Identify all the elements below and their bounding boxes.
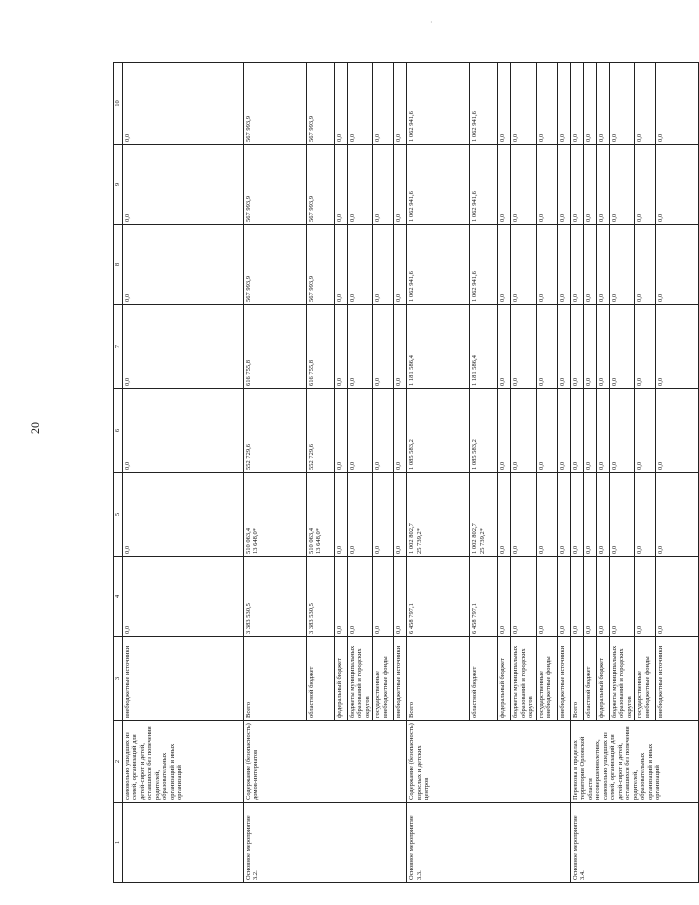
amount-cell: 0,0 [557, 389, 570, 473]
amount-cell: 567 993,9 [244, 63, 307, 145]
amount-cell: 0,0 [635, 225, 656, 305]
amount-cell: 0,0 [557, 305, 570, 389]
amount-cell: 0,0 [373, 63, 394, 145]
amount-cell: 0,0 [335, 63, 348, 145]
amount-cell: 0,0 [511, 305, 536, 389]
amount-cell: 510 063,4 13 648,0* [244, 473, 307, 557]
amount-cell: 0,0 [536, 389, 557, 473]
amount-cell: 0,0 [583, 225, 596, 305]
column-number-7: 7 [114, 305, 123, 389]
amount-cell: 0,0 [596, 63, 609, 145]
amount-cell: 0,0 [394, 145, 407, 225]
amount-cell: 0,0 [583, 473, 596, 557]
amount-cell: 0,0 [609, 389, 634, 473]
amount-cell: 0,0 [635, 305, 656, 389]
measure-name: Содержание (безопасность) взрослых и детских центров [407, 721, 570, 803]
table-row [244, 63, 307, 883]
amount-cell: 0,0 [570, 145, 583, 225]
amount-cell: 0,0 [557, 225, 570, 305]
amount-cell: 0,0 [583, 389, 596, 473]
amount-cell: 0,0 [570, 225, 583, 305]
amount-cell: 0,0 [498, 557, 511, 637]
amount-cell: 0,0 [373, 557, 394, 637]
funding-source: государственные внебюджетные фонды [536, 637, 557, 721]
scan-mark: · [430, 18, 433, 27]
column-number-1: 1 [114, 803, 123, 883]
column-number-9: 9 [114, 145, 123, 225]
amount-cell: 0,0 [373, 225, 394, 305]
amount-cell: 0,0 [583, 63, 596, 145]
continuation-name: самовольно ушедших из семей, организаций для детей-сирот и детей, оставшихся без попечения родителей, образовательных организаций и иных организаций [123, 721, 244, 803]
amount-cell: 0,0 [635, 145, 656, 225]
amount-cell: 510 063,4 13 648,0* [307, 473, 335, 557]
amount-cell: 1 002 802,7 25 739,2* [470, 473, 498, 557]
amount-cell: 0,0 [123, 557, 244, 637]
amount-cell: 1 062 941,6 [407, 63, 470, 145]
amount-cell: 0,0 [635, 557, 656, 637]
amount-cell: 0,0 [570, 557, 583, 637]
amount-cell: 567 993,9 [307, 225, 335, 305]
amount-cell: 0,0 [511, 145, 536, 225]
amount-cell: 0,0 [635, 473, 656, 557]
amount-cell: 0,0 [335, 225, 348, 305]
amount-cell: 0,0 [123, 225, 244, 305]
funding-source: федеральный бюджет [498, 637, 511, 721]
amount-cell: 0,0 [348, 557, 373, 637]
amount-cell: 552 729,6 [307, 389, 335, 473]
amount-cell: 0,0 [498, 305, 511, 389]
amount-cell: 0,0 [373, 305, 394, 389]
amount-cell: 0,0 [536, 473, 557, 557]
amount-cell: 0,0 [123, 145, 244, 225]
amount-cell: 0,0 [609, 473, 634, 557]
amount-cell: 1 085 583,2 [407, 389, 470, 473]
column-number-5: 5 [114, 473, 123, 557]
amount-cell: 552 729,6 [244, 389, 307, 473]
amount-cell: 0,0 [348, 473, 373, 557]
amount-cell: 0,0 [596, 473, 609, 557]
amount-cell: 0,0 [536, 145, 557, 225]
amount-cell: 0,0 [656, 557, 699, 637]
amount-cell: 6 458 797,1 [470, 557, 498, 637]
amount-cell: 1 062 941,6 [470, 63, 498, 145]
funding-source: федеральный бюджет [335, 637, 348, 721]
amount-cell: 0,0 [570, 305, 583, 389]
amount-cell: 0,0 [394, 473, 407, 557]
column-number-10: 10 [114, 63, 123, 145]
amount-cell: 0,0 [596, 557, 609, 637]
rotated-table-container [113, 63, 665, 883]
amount-cell: 0,0 [394, 557, 407, 637]
funding-source: областной бюджет [470, 637, 498, 721]
funding-source: бюджеты муниципальных образований и городских округов [609, 637, 634, 721]
table-row [407, 63, 470, 883]
amount-cell: 0,0 [609, 145, 634, 225]
amount-cell: 0,0 [557, 557, 570, 637]
amount-cell: 0,0 [511, 557, 536, 637]
amount-cell: 0,0 [348, 145, 373, 225]
amount-cell: 0,0 [609, 557, 634, 637]
continuation-row [123, 63, 244, 883]
amount-cell: 0,0 [635, 389, 656, 473]
amount-cell: 0,0 [335, 389, 348, 473]
funding-source: внебюджетные источники [656, 637, 699, 721]
amount-cell: 6 458 797,1 [407, 557, 470, 637]
amount-cell: 1 002 802,7 25 739,2* [407, 473, 470, 557]
amount-cell: 0,0 [348, 389, 373, 473]
amount-cell: 0,0 [609, 225, 634, 305]
amount-cell: 0,0 [511, 63, 536, 145]
funding-source: внебюджетные источники [557, 637, 570, 721]
amount-cell: 0,0 [511, 389, 536, 473]
amount-cell: 567 993,9 [244, 145, 307, 225]
column-number-4: 4 [114, 557, 123, 637]
amount-cell: 0,0 [656, 473, 699, 557]
amount-cell: 567 993,9 [307, 145, 335, 225]
amount-cell: 0,0 [557, 145, 570, 225]
funding-source: внебюджетные источники [123, 637, 244, 721]
amount-cell: 0,0 [373, 145, 394, 225]
amount-cell: 0,0 [536, 63, 557, 145]
amount-cell: 1 062 941,6 [470, 145, 498, 225]
amount-cell: 0,0 [394, 63, 407, 145]
amount-cell: 0,0 [557, 473, 570, 557]
amount-cell: 0,0 [123, 389, 244, 473]
funding-source: областной бюджет [583, 637, 596, 721]
amount-cell: 1 181 586,4 [470, 305, 498, 389]
funding-source: государственные внебюджетные фонды [635, 637, 656, 721]
amount-cell: 0,0 [335, 557, 348, 637]
amount-cell: 0,0 [498, 225, 511, 305]
column-number-3: 3 [114, 637, 123, 721]
measure-id: Основное мероприятие 3.4. [570, 803, 698, 883]
page-number: 20 [28, 422, 42, 434]
amount-cell: 0,0 [656, 389, 699, 473]
funding-source: федеральный бюджет [596, 637, 609, 721]
column-number-8: 8 [114, 225, 123, 305]
amount-cell: 0,0 [348, 225, 373, 305]
amount-cell: 1 181 586,4 [407, 305, 470, 389]
amount-cell: 0,0 [335, 473, 348, 557]
amount-cell: 0,0 [373, 389, 394, 473]
funding-source: бюджеты муниципальных образований и городских округов [511, 637, 536, 721]
continuation-id-cell [123, 803, 244, 883]
amount-cell: 0,0 [656, 305, 699, 389]
amount-cell: 0,0 [498, 389, 511, 473]
funding-source: Всего [407, 637, 470, 721]
amount-cell: 0,0 [656, 63, 699, 145]
amount-cell: 0,0 [498, 473, 511, 557]
amount-cell: 616 755,8 [244, 305, 307, 389]
amount-cell: 0,0 [511, 225, 536, 305]
amount-cell: 3 383 530,5 [244, 557, 307, 637]
amount-cell: 0,0 [583, 145, 596, 225]
amount-cell: 0,0 [536, 225, 557, 305]
amount-cell: 0,0 [570, 63, 583, 145]
column-number-2: 2 [114, 721, 123, 803]
amount-cell: 0,0 [596, 389, 609, 473]
amount-cell: 0,0 [557, 63, 570, 145]
table-row [570, 63, 583, 883]
column-number-6: 6 [114, 389, 123, 473]
amount-cell: 0,0 [596, 145, 609, 225]
amount-cell: 0,0 [348, 305, 373, 389]
budget-table [113, 62, 699, 883]
amount-cell: 0,0 [609, 63, 634, 145]
amount-cell: 0,0 [583, 557, 596, 637]
amount-cell: 0,0 [373, 473, 394, 557]
amount-cell: 0,0 [656, 225, 699, 305]
amount-cell: 0,0 [635, 63, 656, 145]
funding-source: Всего [244, 637, 307, 721]
measure-id: Основное мероприятие 3.3. [407, 803, 570, 883]
amount-cell: 567 993,9 [244, 225, 307, 305]
funding-source: государственные внебюджетные фонды [373, 637, 394, 721]
funding-source: внебюджетные источники [394, 637, 407, 721]
amount-cell: 1 062 941,6 [470, 225, 498, 305]
amount-cell: 0,0 [348, 63, 373, 145]
amount-cell: 0,0 [536, 305, 557, 389]
header-row [114, 63, 123, 883]
amount-cell: 567 993,9 [307, 63, 335, 145]
table-body [114, 63, 699, 883]
amount-cell: 616 755,8 [307, 305, 335, 389]
amount-cell: 1 062 941,6 [407, 145, 470, 225]
measure-id: Основное мероприятие 3.2. [244, 803, 407, 883]
amount-cell: 0,0 [511, 473, 536, 557]
amount-cell: 0,0 [394, 389, 407, 473]
measure-name: Перевозка в пределах территории Орловской области несовершеннолетних, самовольно ушедших из семей, организаций для детей-сирот и детей, оставшихся без попечения родителей, образовательных организаций и иных организаций [570, 721, 698, 803]
amount-cell: 0,0 [609, 305, 634, 389]
amount-cell: 0,0 [498, 63, 511, 145]
amount-cell: 1 062 941,6 [407, 225, 470, 305]
amount-cell: 0,0 [335, 145, 348, 225]
amount-cell: 0,0 [123, 473, 244, 557]
amount-cell: 0,0 [394, 305, 407, 389]
amount-cell: 1 085 583,2 [470, 389, 498, 473]
amount-cell: 0,0 [656, 145, 699, 225]
amount-cell: 0,0 [570, 473, 583, 557]
amount-cell: 0,0 [596, 305, 609, 389]
amount-cell: 0,0 [123, 305, 244, 389]
amount-cell: 0,0 [123, 63, 244, 145]
amount-cell: 3 383 530,5 [307, 557, 335, 637]
amount-cell: 0,0 [335, 305, 348, 389]
funding-source: бюджеты муниципальных образований и городских округов [348, 637, 373, 721]
funding-source: Всего [570, 637, 583, 721]
amount-cell: 0,0 [570, 389, 583, 473]
amount-cell: 0,0 [596, 225, 609, 305]
amount-cell: 0,0 [498, 145, 511, 225]
funding-source: областной бюджет [307, 637, 335, 721]
amount-cell: 0,0 [536, 557, 557, 637]
amount-cell: 0,0 [394, 225, 407, 305]
amount-cell: 0,0 [583, 305, 596, 389]
measure-name: Содержание (безопасность) домов-интернатов [244, 721, 407, 803]
